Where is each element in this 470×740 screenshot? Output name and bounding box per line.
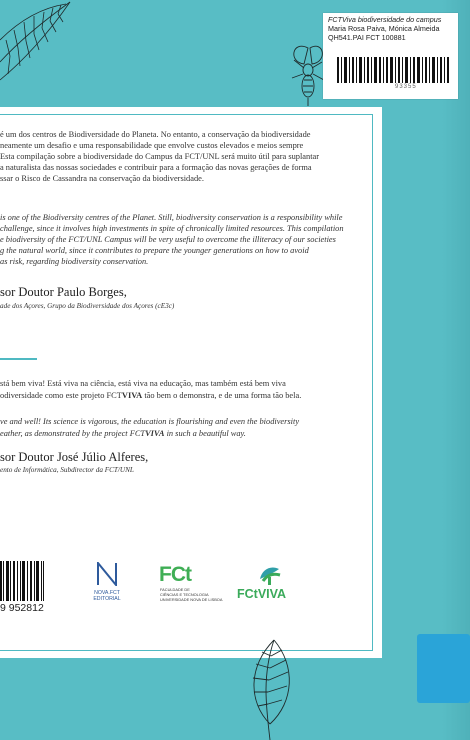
barcode-number: 93355 bbox=[395, 84, 417, 90]
fct-logo bbox=[157, 563, 223, 609]
label-call-number: QH541.PAI FCT 100881 bbox=[328, 33, 406, 42]
text-line: neamente um desafio e uma responsabilidade que envolve custos elevados e meios sempre bbox=[0, 141, 304, 150]
text-line: odiversidade como este projeto FCTVIVA tão bem o demonstra, e de uma forma tão bela. bbox=[0, 391, 302, 400]
text-line: é um dos centros de Biodiversidade do Planeta. No entanto, a conservação da biodiversidade bbox=[0, 130, 311, 139]
section-divider bbox=[0, 358, 37, 360]
text-line: Esta compilação sobre a biodiversidade do Campus da FCT/UNL será muito útil para suplantar bbox=[0, 152, 320, 161]
author-affiliation: ade dos Açores, Grupo da Biodiversidade dos Açores (cE3c) bbox=[0, 302, 175, 310]
text-line: g the natural world, since it contributes to prepare the younger generations on how to avoid bbox=[0, 246, 309, 255]
viva-wordmark: FCtVIVA bbox=[237, 587, 287, 601]
fct-viva-logo bbox=[237, 563, 301, 605]
viva-tree-icon bbox=[257, 563, 283, 587]
text-line: e biodiversity of the FCT/UNL Campus will be very useful to overcome the illiteracy of our societies bbox=[0, 235, 336, 244]
side-color-tab bbox=[417, 634, 470, 703]
fct-logo-text: FACULDADE DE CIÊNCIAS E TECNOLOGIA UNIVERSIDADE NOVA DE LISBOA bbox=[160, 587, 223, 602]
library-barcode bbox=[337, 57, 449, 83]
text-line: eather, as demonstrated by the project FCTVIVA in such a beautiful way. bbox=[0, 429, 246, 438]
author-name: sor Doutor José Júlio Alferes, bbox=[0, 450, 149, 464]
author-name: sor Doutor Paulo Borges, bbox=[0, 285, 127, 299]
isbn-barcode bbox=[0, 561, 44, 601]
nova-n-icon bbox=[96, 562, 118, 586]
fct-mark: FCt bbox=[159, 563, 191, 586]
insect-illustration bbox=[288, 40, 328, 110]
leaf-illustration-bottom bbox=[240, 636, 300, 740]
text-line: as risk, regarding biodiversity conservation. bbox=[0, 257, 149, 266]
text-line: challenge, since it involves high investments in spite of chronically limited resources. This compilation bbox=[0, 224, 344, 233]
text-line: is one of the Biodiversity centres of the Planet. Still, biodiversity conservation is a responsibility while bbox=[0, 213, 343, 222]
text-line: stá bem viva! Está viva na ciência, está viva na educação, mas também está bem viva bbox=[0, 379, 286, 388]
text-line: ve and well! Its science is vigorous, the education is flourishing and even the biodiversity bbox=[0, 417, 300, 426]
text-line: ssar o Risco de Cassandra na conservação da biodiversidade. bbox=[0, 174, 204, 183]
library-label bbox=[323, 13, 458, 99]
nova-fct-editorial-logo bbox=[90, 560, 124, 606]
cover-edge bbox=[442, 0, 470, 740]
label-title: FCTViva biodiversidade do campus bbox=[328, 15, 442, 24]
author-affiliation: ento de Informática, Subdirector da FCT/UNL bbox=[0, 466, 134, 474]
leaf-illustration-top bbox=[0, 0, 80, 90]
label-authors: Maria Rosa Paiva, Mónica Almeida bbox=[328, 24, 440, 33]
isbn-digits: 9 952812 bbox=[0, 602, 44, 614]
text-line: a naturalista das nossas sociedades e contribuir para a formação das novas gerações de forma bbox=[0, 163, 312, 172]
nova-logo-text: NOVA.FCT EDITORIAL bbox=[93, 590, 121, 603]
